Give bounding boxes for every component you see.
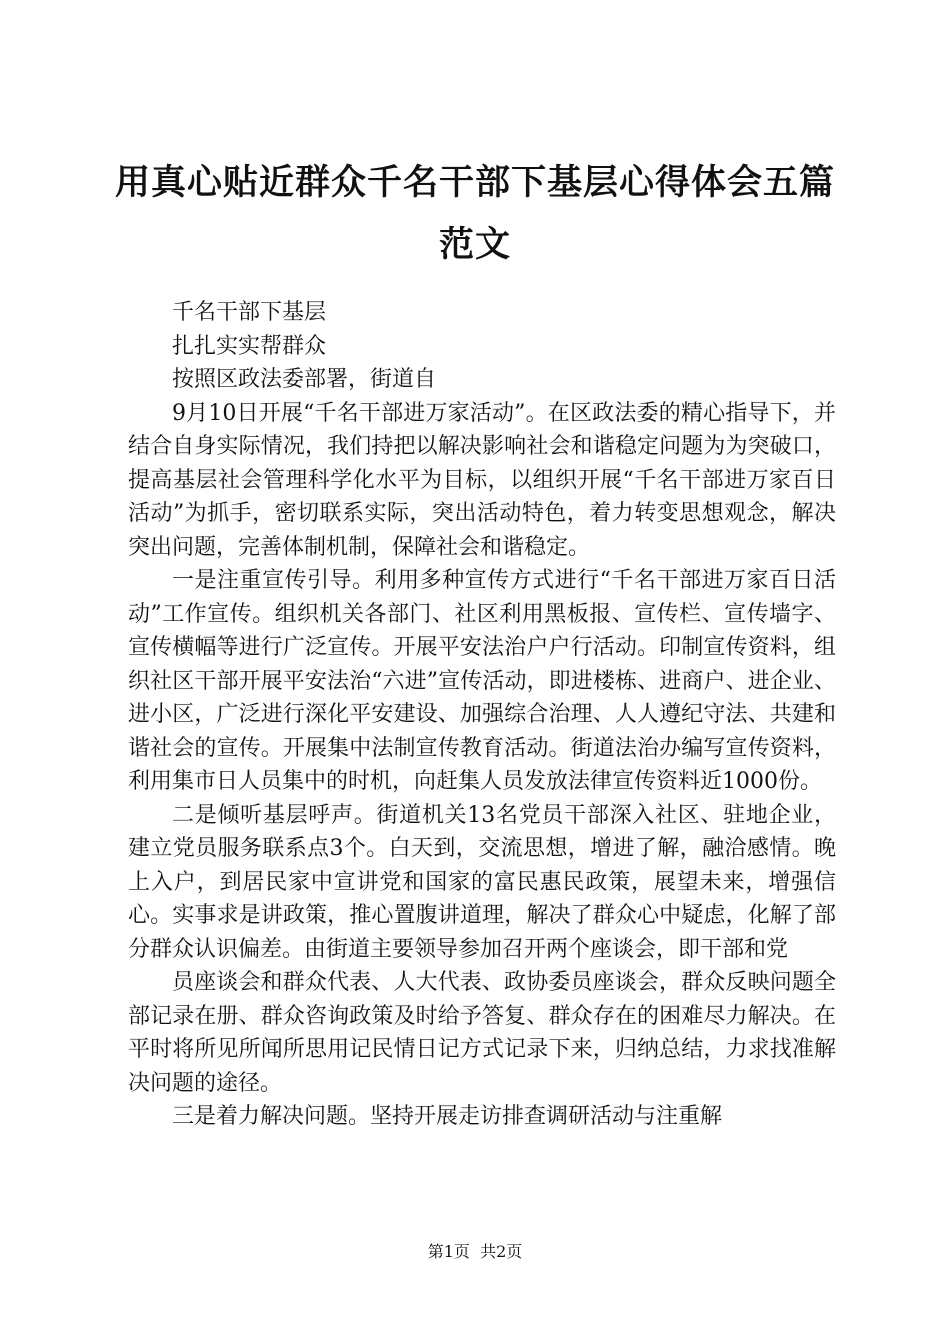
document-title-line-1: 用真心贴近群众千名干部下基层心得体会五篇 bbox=[114, 163, 835, 203]
page-footer bbox=[0, 1242, 950, 1262]
paragraph: 千名干部下基层 bbox=[172, 300, 327, 325]
paragraph: 按照区政法委部署，街道自 bbox=[172, 367, 437, 392]
paragraph: 扎扎实实帮群众 bbox=[172, 333, 327, 359]
paragraph: 9月10日开展“千名干部进万家活动”。在区政法委的精心指导下，并结合自身实际情况，我们持把以解决影响社会和谐稳定问题为为突破口，提高基层社会管理科学化水平为目标，以组织开展“千名干部进万家百日活动”为抓手，密切联系实际，突出活动特色，着力转变思想观念，解决突出问题，完善体制机制，保障社会和谐稳定。 bbox=[128, 400, 836, 560]
paragraph: 一是注重宣传引导。利用多种宣传方式进行“千名干部进万家百日活动”工作宣传。组织机关各部门、社区利用黑板报、宣传栏、宣传墙字、宣传横幅等进行广泛宣传。开展平安法治户户行活动。印制宣传资料，组织社区干部开展平安法治“六进”宣传活动，即进楼栋、进商户、进企业、进小区，广泛进行深化平安建设、加强综合治理、人人遵纪守法、共建和谐社会的宣传。开展集中法制宣传教育活动。街道法治办编写宣传资料，利用集市日人员集中的时机，向赶集人员发放法律宣传资料近1000份。 bbox=[128, 568, 836, 794]
paragraph: 二是倾听基层呼声。街道机关13名党员干部深入社区、驻地企业，建立党员服务联系点3个。白天到，交流思想，增进了解，融洽感情。晚上入户，到居民家中宣讲党和国家的富民惠民政策，展望未来，增强信心。实事求是讲政策，推心置腹讲道理，解决了群众心中疑虑，化解了部分群众认识偏差。由街道主要领导参加召开两个座谈会，即干部和党 bbox=[128, 802, 836, 962]
document-title-line-2: 范文 bbox=[438, 225, 511, 265]
document-body bbox=[128, 296, 836, 1134]
paragraph: 员座谈会和群众代表、人大代表、政协委员座谈会，群众反映问题全部记录在册、群众咨询政策及时给予答复、群众存在的困难尽力解决。在平时将所见所闻所思用记民情日记方式记录下来，归纳总结，力求找准解决问题的途径。 bbox=[128, 970, 836, 1096]
page-number: 第1页 共2页 bbox=[427, 1242, 523, 1261]
paragraph: 三是着力解决问题。坚持开展走访排查调研活动与注重解 bbox=[172, 1104, 723, 1129]
